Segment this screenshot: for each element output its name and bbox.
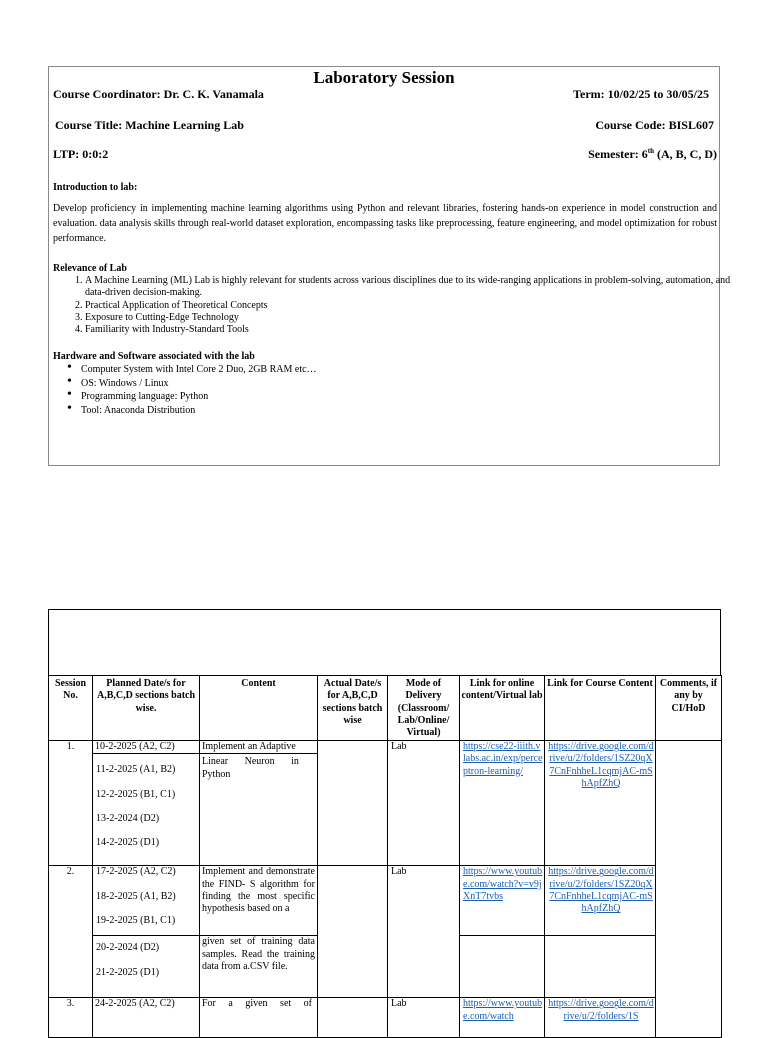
- table-row: [49, 866, 722, 936]
- table-row: [49, 998, 722, 1038]
- list-item: • Programming language: Python: [81, 390, 681, 404]
- list-item: • OS: Windows / Linux: [81, 377, 681, 391]
- course-code: Course Code: BISL607: [595, 118, 714, 132]
- comments-cell: [656, 741, 722, 1038]
- term: Term: 10/02/25 to 30/05/25: [573, 87, 709, 101]
- col-header-online-link: Link for online content/Virtual lab: [460, 676, 545, 741]
- mode-cell: Lab: [388, 866, 460, 998]
- course-content-link[interactable]: https://drive.google.com/drive/u/2/folders/1SZ20qX7CnFnhheL1cqmjAC-mShApfZhQ: [548, 741, 654, 789]
- session-number: 3.: [49, 998, 93, 1038]
- intro-heading: Introduction to lab:: [53, 182, 138, 193]
- col-header-course-link: Link for Course Content: [545, 676, 656, 741]
- course-coordinator: Course Coordinator: Dr. C. K. Vanamala: [53, 87, 264, 101]
- planned-date: 13-2-2024 (D2): [96, 812, 160, 824]
- content-cell: For a given set of: [200, 998, 318, 1038]
- planned-date: 24-2-2025 (A2, C2): [93, 998, 200, 1038]
- course-link-cell: [545, 936, 656, 998]
- actual-dates-cell: [318, 998, 388, 1038]
- table-header-row: [49, 676, 722, 741]
- list-item: 1. A Machine Learning (ML) Lab is highly relevant for students across various disciplines due to its wide-ranging applications in problem-solving, automation, and data-driven decision-making.: [85, 275, 735, 300]
- planned-dates-cell: [93, 936, 200, 998]
- list-item: 2. Practical Application of Theoretical Concepts: [85, 300, 735, 312]
- planned-dates-cell: [93, 754, 200, 866]
- planned-date: 19-2-2025 (B1, C1): [96, 914, 176, 926]
- content-cell: Implement an Adaptive: [200, 741, 318, 754]
- list-item: • Tool: Anaconda Distribution: [81, 404, 681, 418]
- online-content-link[interactable]: https://www.youtube.com/watch?v=v9jXnT7tvbs: [463, 866, 543, 902]
- planned-date: 14-2-2025 (D1): [96, 837, 160, 849]
- semester: Semester: 6th (A, B, C, D): [588, 147, 717, 161]
- planned-dates-cell: [93, 866, 200, 936]
- ltp: LTP: 0:0:2: [53, 147, 109, 161]
- list-item: 4. Familiarity with Industry-Standard Tools: [85, 324, 735, 336]
- planned-date: 20-2-2024 (D2): [96, 942, 160, 954]
- planned-date: 21-2-2025 (D1): [96, 966, 160, 978]
- col-header-planned-dates: Planned Date/s for A,B,C,D sections batch wise.: [93, 676, 200, 741]
- online-content-link[interactable]: https://www.youtube.com/watch: [463, 998, 543, 1022]
- course-content-link[interactable]: https://drive.google.com/drive/u/2/folders/1SZ20qX7CnFnhheL1cqmjAC-mShApfZhQ: [548, 866, 654, 915]
- online-link-cell: [460, 998, 545, 1038]
- online-link-cell: [460, 936, 545, 998]
- col-header-session: Session No.: [49, 676, 93, 741]
- actual-dates-cell: [318, 866, 388, 998]
- online-link-cell: [460, 741, 545, 866]
- online-link-cell: [460, 866, 545, 936]
- col-header-mode: Mode of Delivery (Classroom/ Lab/Online/ Virtual): [388, 676, 460, 741]
- hardware-heading: Hardware and Software associated with the lab: [53, 351, 255, 362]
- intro-text: Develop proficiency in implementing machine learning algorithms using Python and relevant libraries, fostering hands-on experience in model construction and evaluation. data analysis skills through real-world dataset exploration, encompassing tasks like preprocessing, feature engineering, and model optimization for robust performance.: [53, 203, 717, 244]
- col-header-actual-dates: Actual Date/s for A,B,C,D sections batch wise: [318, 676, 388, 741]
- schedule-table: [48, 675, 722, 1038]
- mode-cell: Lab: [388, 741, 460, 866]
- course-content-link[interactable]: https://drive.google.com/drive/u/2/folders/1S: [548, 998, 654, 1022]
- page-title: Laboratory Session: [313, 68, 455, 87]
- content-cell: Linear Neuron in Python: [200, 754, 318, 866]
- planned-date: 10-2-2025 (A2, C2): [93, 741, 200, 754]
- table-row: [49, 741, 722, 754]
- session-number: 1.: [49, 741, 93, 866]
- course-link-cell: [545, 741, 656, 866]
- course-title: Course Title: Machine Learning Lab: [55, 118, 244, 132]
- planned-date: 17-2-2025 (A2, C2): [96, 866, 176, 878]
- course-link-cell: [545, 866, 656, 936]
- course-link-cell: [545, 998, 656, 1038]
- relevance-heading: Relevance of Lab: [53, 263, 127, 274]
- planned-date: 18-2-2025 (A1, B2): [96, 890, 176, 902]
- content-cell: given set of training data samples. Read the training data from a.CSV file.: [200, 936, 318, 998]
- relevance-list: [67, 275, 735, 336]
- list-item: • Computer System with Intel Core 2 Duo, 2GB RAM etc…: [81, 363, 681, 377]
- content-cell: Implement and demonstrate the FIND- S algorithm for finding the most specific hypothesis based on a: [200, 866, 318, 936]
- schedule-table-header-block: [48, 609, 721, 675]
- col-header-comments: Comments, if any by CI/HoD: [656, 676, 722, 741]
- lab-info-box: [48, 66, 731, 466]
- mode-cell: Lab: [388, 998, 460, 1038]
- planned-date: 12-2-2025 (B1, C1): [96, 788, 176, 800]
- session-number: 2.: [49, 866, 93, 998]
- col-header-content: Content: [200, 676, 318, 741]
- list-item: 3. Exposure to Cutting-Edge Technology: [85, 312, 735, 324]
- hardware-list: [67, 363, 681, 417]
- online-content-link[interactable]: https://cse22-iiith.vlabs.ac.in/exp/perceptron-learning/: [463, 741, 543, 777]
- actual-dates-cell: [318, 741, 388, 866]
- planned-date: 11-2-2025 (A1, B2): [96, 764, 176, 776]
